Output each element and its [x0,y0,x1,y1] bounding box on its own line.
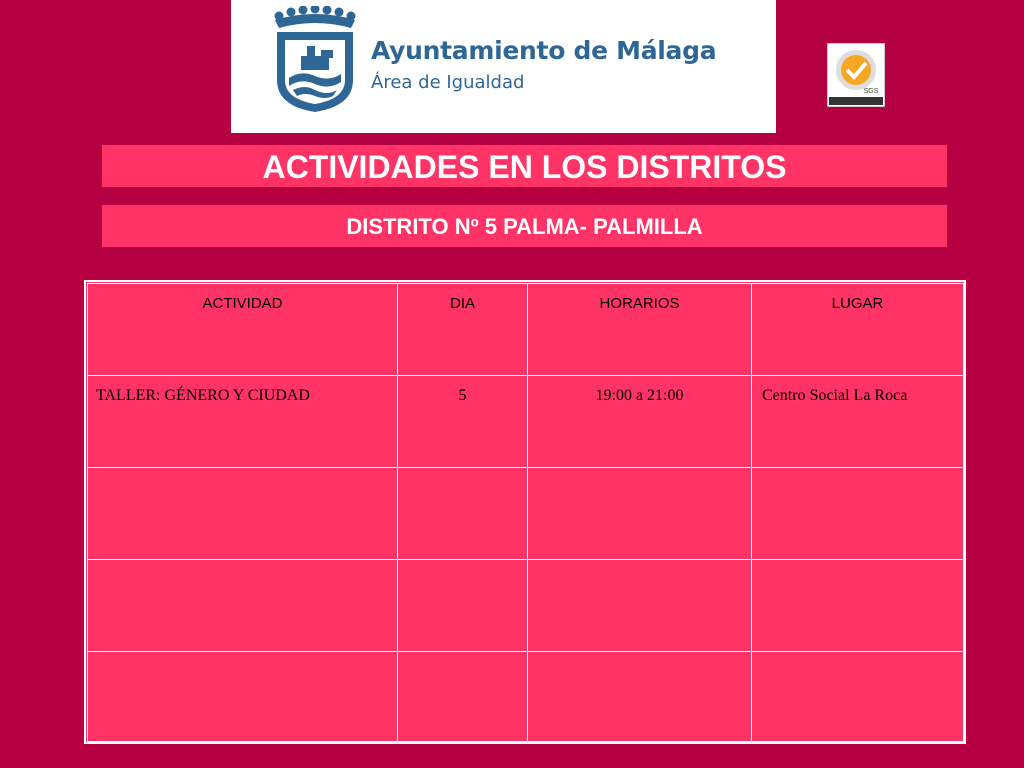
organization-department: Área de Igualdad [371,72,525,93]
page-title: ACTIVIDADES EN LOS DISTRITOS [102,145,947,187]
table-row [88,468,964,560]
activities-table-container [84,280,966,744]
cell-lugar: Centro Social La Roca [752,376,964,468]
header-dia: DIA [398,284,528,376]
cell-actividad: TALLER: GÉNERO Y CIUDAD [88,376,398,468]
sgs-label: SGS [863,88,879,95]
table-row [88,560,964,652]
cell-actividad [88,468,398,560]
organization-title: Ayuntamiento de Málaga [371,36,717,65]
cell-actividad [88,560,398,652]
cell-dia [398,652,528,742]
logo-header [231,0,776,133]
activities-table [87,283,964,742]
district-subtitle: DISTRITO Nº 5 PALMA- PALMILLA [102,205,947,247]
cell-dia [398,468,528,560]
header-actividad: ACTIVIDAD [88,284,398,376]
cell-horarios [528,468,752,560]
table-row [88,376,964,468]
cell-lugar [752,652,964,742]
cell-dia: 5 [398,376,528,468]
header-horarios: HORARIOS [528,284,752,376]
table-row [88,652,964,742]
cell-horarios [528,560,752,652]
table-header-row [88,284,964,376]
sgs-certification-badge-icon [827,43,885,107]
city-crest-icon [271,6,359,114]
cell-lugar [752,560,964,652]
cell-dia [398,560,528,652]
cell-horarios [528,652,752,742]
cell-lugar [752,468,964,560]
header-lugar: LUGAR [752,284,964,376]
cell-horarios: 19:00 a 21:00 [528,376,752,468]
certification-badge [827,43,885,107]
cell-actividad [88,652,398,742]
